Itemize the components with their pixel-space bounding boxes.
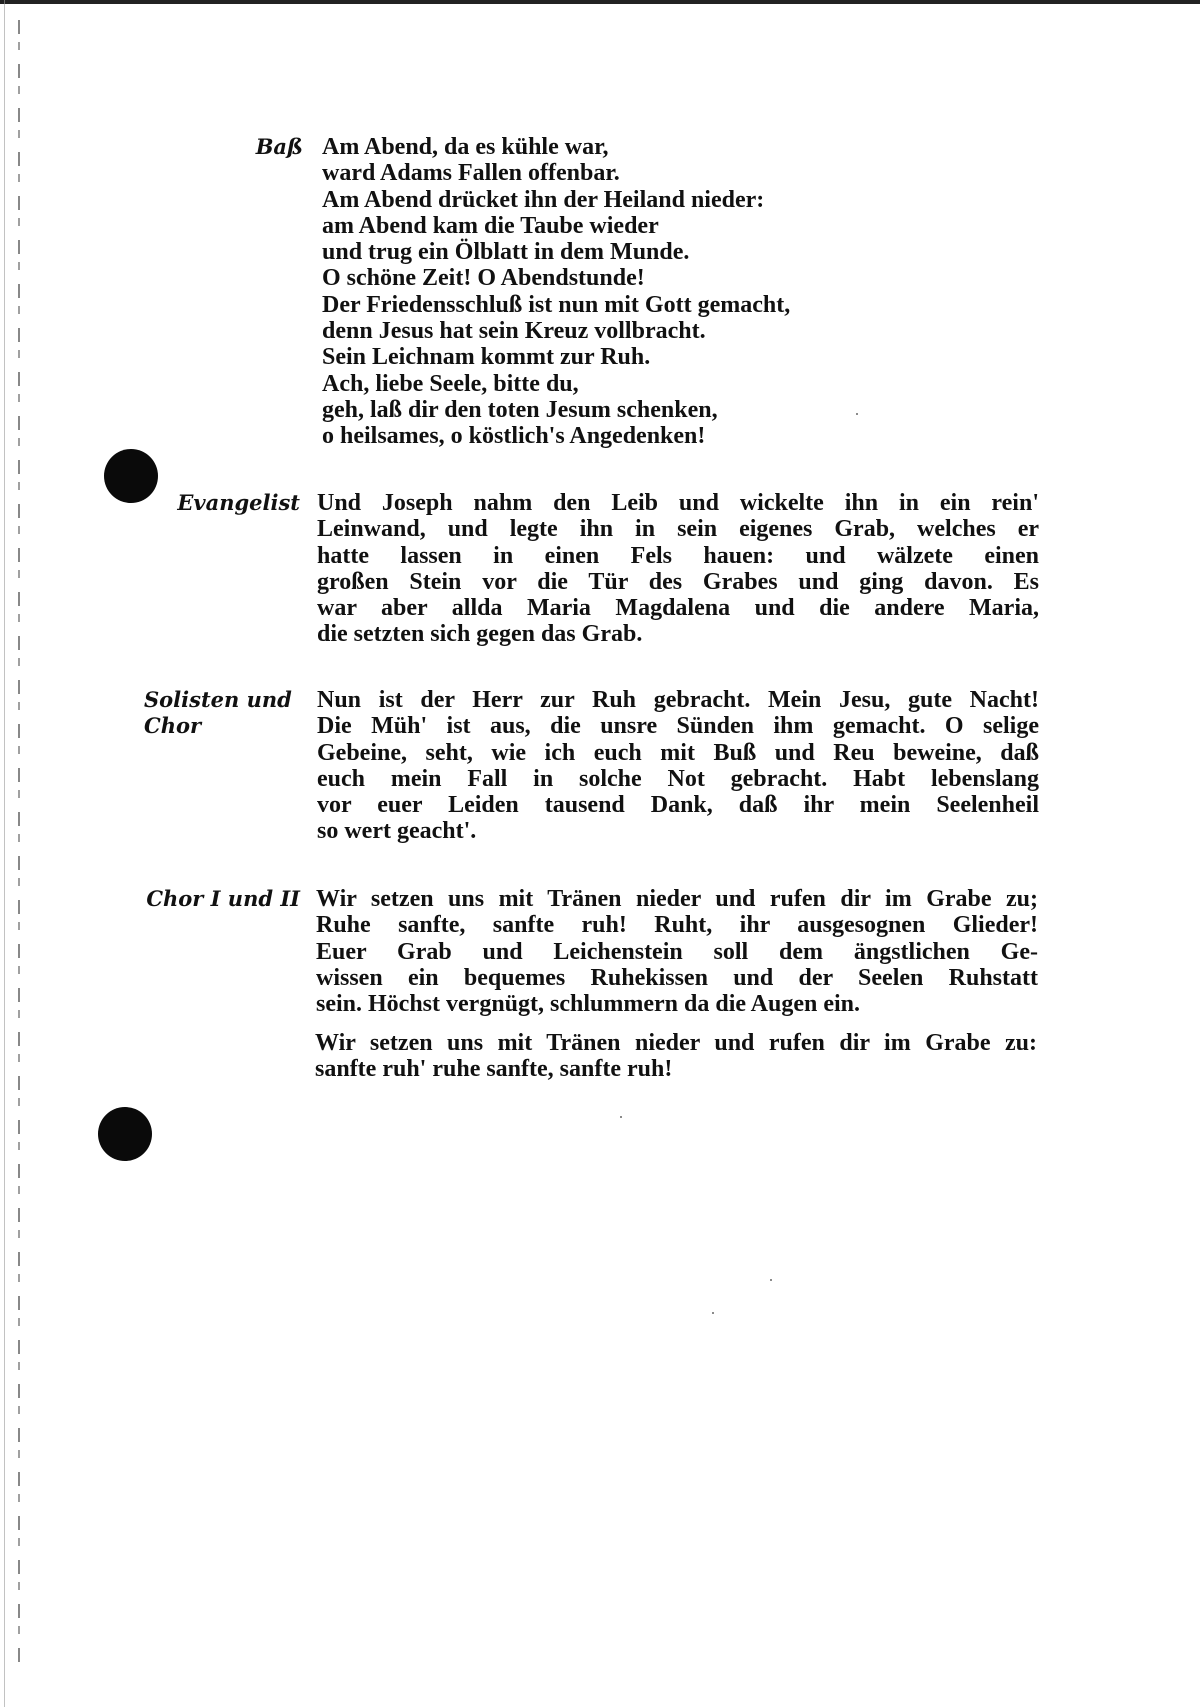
text-line: und trug ein Ölblatt in dem Munde.	[322, 239, 690, 266]
chorus-coda-text	[315, 1030, 1037, 1083]
scan-speck	[712, 1312, 714, 1314]
text-line: Gebeine, seht, wie ich euch mit Buß und Reu beweine, daß	[317, 739, 1039, 766]
role-label: Baß	[255, 134, 303, 159]
text-line: ward Adams Fallen offenbar.	[322, 160, 620, 187]
text-line: die setzten sich gegen das Grab.	[317, 621, 643, 648]
text-line: vor euer Leiden tausend Dank, daß ihr mein Seelenheil	[317, 792, 1039, 819]
role-label: Evangelist	[177, 490, 300, 515]
text-line: O schöne Zeit! O Abendstunde!	[322, 265, 645, 292]
text-line: geh, laß dir den toten Jesum schenken,	[322, 396, 718, 423]
text-line: großen Stein vor die Tür des Grabes und ging davon. Es	[317, 568, 1039, 595]
scan-speck	[620, 1116, 622, 1118]
scan-speck	[770, 1279, 772, 1281]
text-line: o heilsames, o köstlich's Angedenken!	[322, 423, 706, 450]
text-line: Nun ist der Herr zur Ruh gebracht. Mein Jesu, gute Nacht!	[317, 687, 1039, 713]
role-label-line1: Solisten und	[144, 687, 292, 712]
text-line: Wir setzen uns mit Tränen nieder und rufen dir im Grabe zu;	[316, 886, 1038, 912]
text-line: Am Abend, da es kühle war,	[322, 134, 609, 160]
chorus-text	[317, 687, 1039, 845]
role-label: Chor I und II	[146, 886, 300, 911]
text-line: wissen ein bequemes Ruhekissen und der Seelen Ruhstatt	[316, 964, 1038, 991]
left-edge-line	[4, 0, 5, 1707]
text-line: Wir setzen uns mit Tränen nieder und rufen dir im Grabe zu:	[315, 1030, 1037, 1056]
text-line: am Abend kam die Taube wieder	[322, 212, 659, 239]
text-line: Am Abend drücket ihn der Heiland nieder:	[322, 186, 765, 213]
text-line: Und Joseph nahm den Leib und wickelte ihn in ein rein'	[317, 490, 1039, 516]
text-line: denn Jesus hat sein Kreuz vollbracht.	[322, 318, 706, 345]
chorus-text	[316, 886, 1038, 1017]
text-line: hatte lassen in einen Fels hauen: und wälzete einen	[317, 542, 1039, 569]
text-line: Leinwand, und legte ihn in sein eigenes Grab, welches er	[317, 516, 1039, 543]
text-line: Euer Grab und Leichenstein soll dem ängstlichen Ge-	[316, 938, 1038, 965]
role-label-line2: Chor	[144, 713, 202, 738]
left-edge-scan-marks	[18, 20, 20, 1670]
text-line: war aber allda Maria Magdalena und die andere Maria,	[317, 595, 1039, 622]
top-border	[0, 0, 1200, 4]
text-line: sein. Höchst vergnügt, schlummern da die Augen ein.	[316, 991, 861, 1018]
text-line: euch mein Fall in solche Not gebracht. Habt lebenslang	[317, 765, 1039, 792]
punch-hole-bottom	[98, 1107, 152, 1161]
text-line: Der Friedensschluß ist nun mit Gott gemacht,	[322, 291, 791, 318]
recitative-text	[322, 134, 1044, 450]
text-line: Ruhe sanfte, sanfte ruh! Ruht, ihr ausgesognen Glieder!	[316, 912, 1038, 939]
text-line: Ach, liebe Seele, bitte du,	[322, 370, 579, 397]
text-line: so wert geacht'.	[317, 818, 477, 845]
text-line: Die Müh' ist aus, die unsre Sünden ihm gemacht. O selige	[317, 713, 1039, 740]
text-line: Sein Leichnam kommt zur Ruh.	[322, 344, 651, 371]
text-line: sanfte ruh' ruhe sanfte, sanfte ruh!	[315, 1056, 673, 1083]
narration-text	[317, 490, 1039, 648]
